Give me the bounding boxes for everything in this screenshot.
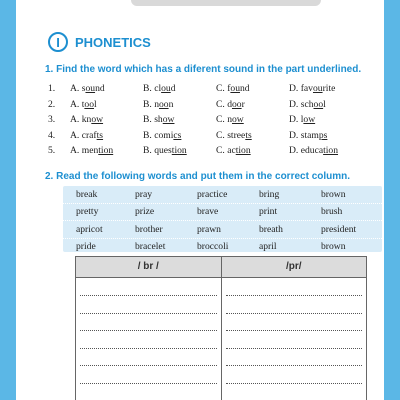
option-row-number: 3.	[48, 114, 56, 126]
word-item: broccoli	[197, 241, 229, 253]
word-row	[63, 203, 382, 221]
task1-instruction: 1. Find the word which has a diferent sound in the part underlined.	[45, 64, 362, 75]
word-item: prize	[135, 206, 155, 218]
answer-line[interactable]	[80, 330, 217, 331]
answer-line[interactable]	[80, 295, 217, 296]
option-c[interactable]: C. found	[216, 83, 250, 95]
header-tab	[131, 0, 321, 6]
option-row-number: 4.	[48, 129, 56, 141]
word-row	[63, 238, 382, 256]
underlined-part: cs	[173, 129, 182, 141]
option-c[interactable]: C. streets	[216, 129, 252, 141]
word-item: pretty	[76, 206, 99, 218]
option-row	[48, 81, 383, 97]
answer-line[interactable]	[226, 365, 363, 366]
word-item: brother	[135, 223, 163, 235]
answer-line[interactable]	[226, 313, 363, 314]
underlined-part: oo	[232, 98, 242, 110]
column-br-header: / br /	[76, 257, 222, 277]
underlined-part: ts	[245, 129, 252, 141]
answer-table-header	[76, 257, 366, 278]
option-a[interactable]: A. know	[70, 114, 104, 126]
option-b[interactable]: B. noon	[143, 98, 174, 110]
option-row	[48, 143, 383, 159]
word-item: pray	[135, 188, 153, 200]
word-item: prawn	[197, 223, 221, 235]
option-a[interactable]: A. mention	[70, 145, 114, 157]
word-item: practice	[197, 188, 228, 200]
answer-line[interactable]	[80, 313, 217, 314]
option-c[interactable]: C. door	[216, 98, 245, 110]
underlined-part: oo	[313, 98, 324, 110]
section-number-badge: I	[48, 32, 68, 52]
underlined-part: oo	[159, 98, 169, 110]
word-item: bring	[259, 188, 280, 200]
option-row-number: 1.	[48, 83, 56, 95]
underlined-part: ou	[85, 83, 96, 95]
word-box	[63, 186, 382, 252]
underlined-part: ou	[312, 83, 323, 95]
answer-line[interactable]	[80, 365, 217, 366]
answer-line[interactable]	[80, 348, 217, 349]
word-item: president	[321, 223, 357, 235]
answer-line[interactable]	[226, 383, 363, 384]
word-item: pride	[76, 241, 96, 253]
underlined-part: ou	[161, 83, 171, 95]
word-item: brush	[321, 206, 343, 218]
column-pr-header: /pr/	[285, 261, 302, 272]
column-pr-answers[interactable]	[222, 278, 367, 400]
option-a[interactable]: A. tool	[70, 98, 97, 110]
option-d[interactable]: D. education	[289, 145, 339, 157]
underlined-part: ow	[232, 114, 244, 126]
word-row	[63, 186, 382, 203]
section-header	[48, 30, 151, 54]
underlined-part: ps	[318, 129, 328, 141]
section-title: PHONETICS	[75, 34, 151, 50]
option-d[interactable]: D. school	[289, 98, 326, 110]
word-row	[63, 220, 382, 238]
underlined-part: tion	[235, 145, 251, 157]
answer-line[interactable]	[226, 348, 363, 349]
word-item: apricot	[76, 223, 103, 235]
underlined-part: tion	[98, 145, 114, 157]
option-row	[48, 128, 383, 144]
underlined-part: oo	[84, 98, 94, 110]
worksheet-page	[16, 0, 384, 400]
option-a[interactable]: A. sound	[70, 83, 105, 95]
option-row-number: 5.	[48, 145, 56, 157]
word-item: brave	[197, 206, 219, 218]
word-item: april	[259, 241, 277, 253]
task1-options	[48, 81, 383, 159]
answer-table	[75, 256, 367, 400]
underlined-part: ou	[230, 83, 240, 95]
option-row	[48, 97, 383, 113]
word-item: print	[259, 206, 278, 218]
underlined-part: ow	[162, 114, 175, 126]
answer-line[interactable]	[80, 383, 217, 384]
option-a[interactable]: A. crafts	[70, 129, 104, 141]
word-item: breath	[259, 223, 283, 235]
underlined-part: ow	[303, 114, 316, 126]
option-b[interactable]: B. question	[143, 145, 187, 157]
word-item: break	[76, 188, 98, 200]
word-item: bracelet	[135, 241, 166, 253]
option-c[interactable]: C. action	[216, 145, 251, 157]
answer-line[interactable]	[226, 330, 363, 331]
option-b[interactable]: B. comics	[143, 129, 182, 141]
word-item: brown	[321, 188, 346, 200]
option-d[interactable]: D. low	[289, 114, 316, 126]
option-d[interactable]: D. stamps	[289, 129, 328, 141]
underlined-part: tion	[323, 145, 339, 157]
underlined-part: ow	[91, 114, 104, 126]
option-row-number: 2.	[48, 98, 56, 110]
option-b[interactable]: B. cloud	[143, 83, 176, 95]
answer-line[interactable]	[226, 295, 363, 296]
task2-instruction: 2. Read the following words and put them in the correct column.	[45, 171, 351, 182]
underlined-part: ts	[96, 129, 104, 141]
option-c[interactable]: C. now	[216, 114, 244, 126]
underlined-part: tion	[171, 145, 187, 157]
option-d[interactable]: D. favourite	[289, 83, 336, 95]
option-row	[48, 112, 383, 128]
column-br-answers[interactable]	[76, 278, 222, 400]
option-b[interactable]: B. show	[143, 114, 175, 126]
word-item: brown	[321, 241, 346, 253]
